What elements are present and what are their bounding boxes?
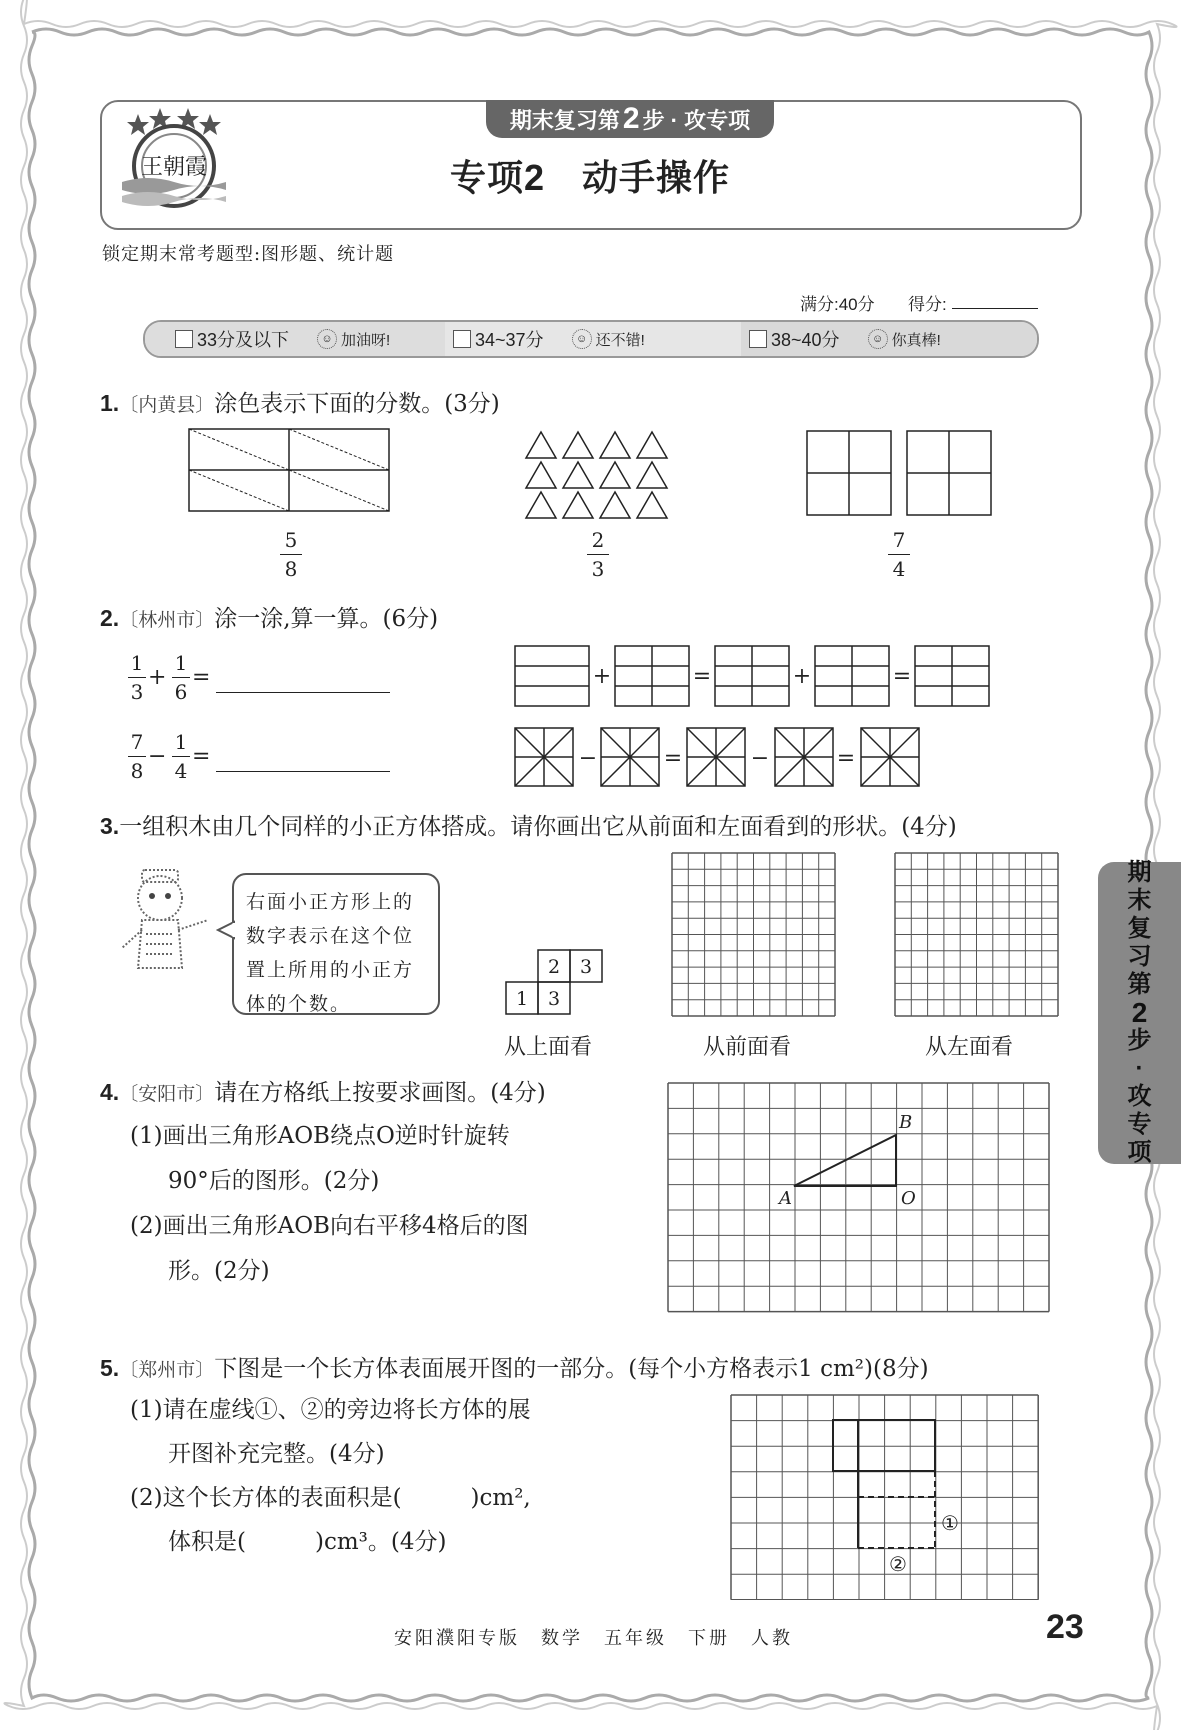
q2-r2-answer[interactable] [216, 771, 390, 772]
bubble-pointer [216, 920, 236, 940]
q4-part2-b: 形。(2分) [168, 1258, 270, 1284]
q2-r2-op-1: − [578, 746, 598, 771]
label-top-view: 从上面看 [504, 1035, 593, 1060]
checkbox[interactable] [175, 330, 193, 348]
top-cell: 1 [515, 988, 529, 1010]
triangle [563, 462, 593, 488]
point-b-label: B [899, 1112, 913, 1133]
triangle [637, 432, 667, 458]
q4-part2-a: (2)画出三角形AOB向右平移4格后的图 [130, 1213, 529, 1239]
q3-top-view [504, 948, 606, 1018]
smile-icon: ☺ [572, 329, 592, 349]
triangle [600, 432, 630, 458]
q4-part1-a: (1)画出三角形AOB绕点O逆时针旋转 [130, 1123, 510, 1149]
step-after: 步 · 攻专项 [642, 107, 751, 133]
q2-r2-op-2: = [663, 746, 683, 771]
triangle [637, 462, 667, 488]
q2-title: 2.〔林州市〕涂一涂,算一算。(6分) [100, 605, 439, 632]
q2-row1-diagram[interactable] [514, 645, 996, 711]
q2-r2-frac-a: 7 8 [128, 730, 146, 783]
q2-r1-eq: = [192, 665, 211, 690]
q5-grid[interactable] [730, 1394, 1040, 1600]
q1-rectangle-figure[interactable] [188, 428, 392, 514]
q3-left-grid[interactable] [894, 852, 1060, 1018]
page-title: 专项2 动手操作 [449, 157, 731, 198]
q2-r1-op-3: + [792, 664, 812, 689]
triangle-aob [794, 1135, 896, 1186]
score-level-1: 33分及以下 ☺ 加油呀! [145, 322, 445, 356]
score-level-2: 34~37分 ☺ 还不错! [445, 322, 741, 356]
q1-fraction-2: 2 3 [587, 528, 609, 581]
q1-squares-figure[interactable] [806, 430, 994, 516]
q2-r1-op-1: + [592, 664, 612, 689]
label-left-view: 从左面看 [925, 1035, 1014, 1060]
triangle [600, 462, 630, 488]
q1-fraction-3: 7 4 [888, 528, 910, 581]
q1-fraction-1: 5 8 [280, 528, 302, 581]
got-score-input[interactable] [952, 308, 1038, 309]
q1-triangles-figure[interactable] [522, 428, 672, 520]
q5-part2-a: (2)这个长方体的表面积是( )cm², [130, 1485, 531, 1511]
smile-icon: ☺ [317, 329, 337, 349]
label-front-view: 从前面看 [703, 1035, 792, 1060]
top-cell: 3 [579, 956, 593, 978]
point-a-label: A [779, 1188, 792, 1209]
q4-part1-b: 90°后的图形。(2分) [168, 1168, 380, 1194]
triangle [526, 432, 556, 458]
mark-1: ① [941, 1511, 959, 1535]
point-o-label: O [901, 1188, 916, 1209]
tiger-mascot [112, 864, 216, 978]
q3-title: 3.一组积木由几个同样的小正方体搭成。请你画出它从前面和左面看到的形状。(4分) [100, 813, 957, 840]
full-score: 满分:40分 [800, 295, 875, 314]
hint-bubble: 右面小正方形上的数字表示在这个位置上所用的小正方体的个数。 [232, 873, 440, 1015]
q5-title: 5.〔郑州市〕下图是一个长方体表面展开图的一部分。(每个小方格表示1 cm²)(8分) [100, 1355, 929, 1382]
triangle [563, 432, 593, 458]
q2-r2-eq: = [192, 744, 211, 769]
side-tab: 期 末 复 习 第 2 步 · 攻 专 项 [1098, 862, 1181, 1164]
q2-r2-op: − [148, 744, 167, 769]
q2-r2-frac-b: 1 4 [172, 730, 190, 783]
footer: 安阳濮阳专版 数学 五年级 下册 人教 [394, 1628, 793, 1649]
triangle [526, 462, 556, 488]
q2-r1-answer[interactable] [216, 692, 390, 693]
q3-front-grid[interactable] [671, 852, 837, 1018]
smile-icon: ☺ [868, 329, 888, 349]
step-tab [486, 100, 774, 138]
q4-grid[interactable] [667, 1082, 1053, 1314]
q2-r1-frac-b: 1 6 [172, 651, 190, 704]
step-before: 期末复习第 [509, 107, 620, 133]
q5-part2-b: 体积是( )cm³。(4分) [168, 1529, 447, 1555]
mark-2: ② [889, 1552, 907, 1576]
q2-r2-op-3: − [750, 746, 770, 771]
triangle [563, 492, 593, 518]
step-number: 2 [622, 102, 640, 135]
triangle [600, 492, 630, 518]
logo [118, 104, 230, 216]
q2-r2-op-4: = [836, 746, 856, 771]
top-cell: 3 [547, 988, 561, 1010]
q1-title: 1.〔内黄县〕涂色表示下面的分数。(3分) [100, 390, 500, 417]
logo-text: 王朝霞 [140, 155, 208, 180]
checkbox[interactable] [453, 330, 471, 348]
score-level-3: 38~40分 ☺ 你真棒! [741, 322, 1037, 356]
intro-text: 锁定期末常考题型:图形题、统计题 [102, 244, 395, 265]
q4-title: 4.〔安阳市〕请在方格纸上按要求画图。(4分) [100, 1079, 546, 1106]
got-score-label: 得分: [908, 295, 947, 314]
triangle [637, 492, 667, 518]
page-number: 23 [1046, 1608, 1084, 1646]
q2-r1-op-4: = [892, 664, 912, 689]
top-cell: 2 [547, 956, 561, 978]
score-bar [143, 320, 1039, 358]
q5-part1-a: (1)请在虚线①、②的旁边将长方体的展 [130, 1397, 531, 1423]
q2-r1-op: + [148, 665, 167, 690]
q5-part1-b: 开图补充完整。(4分) [168, 1441, 385, 1467]
q2-r1-op-2: = [692, 664, 712, 689]
q2-r1-frac-a: 1 3 [128, 651, 146, 704]
triangle [526, 492, 556, 518]
q2-row2-diagram[interactable] [514, 727, 926, 789]
checkbox[interactable] [749, 330, 767, 348]
